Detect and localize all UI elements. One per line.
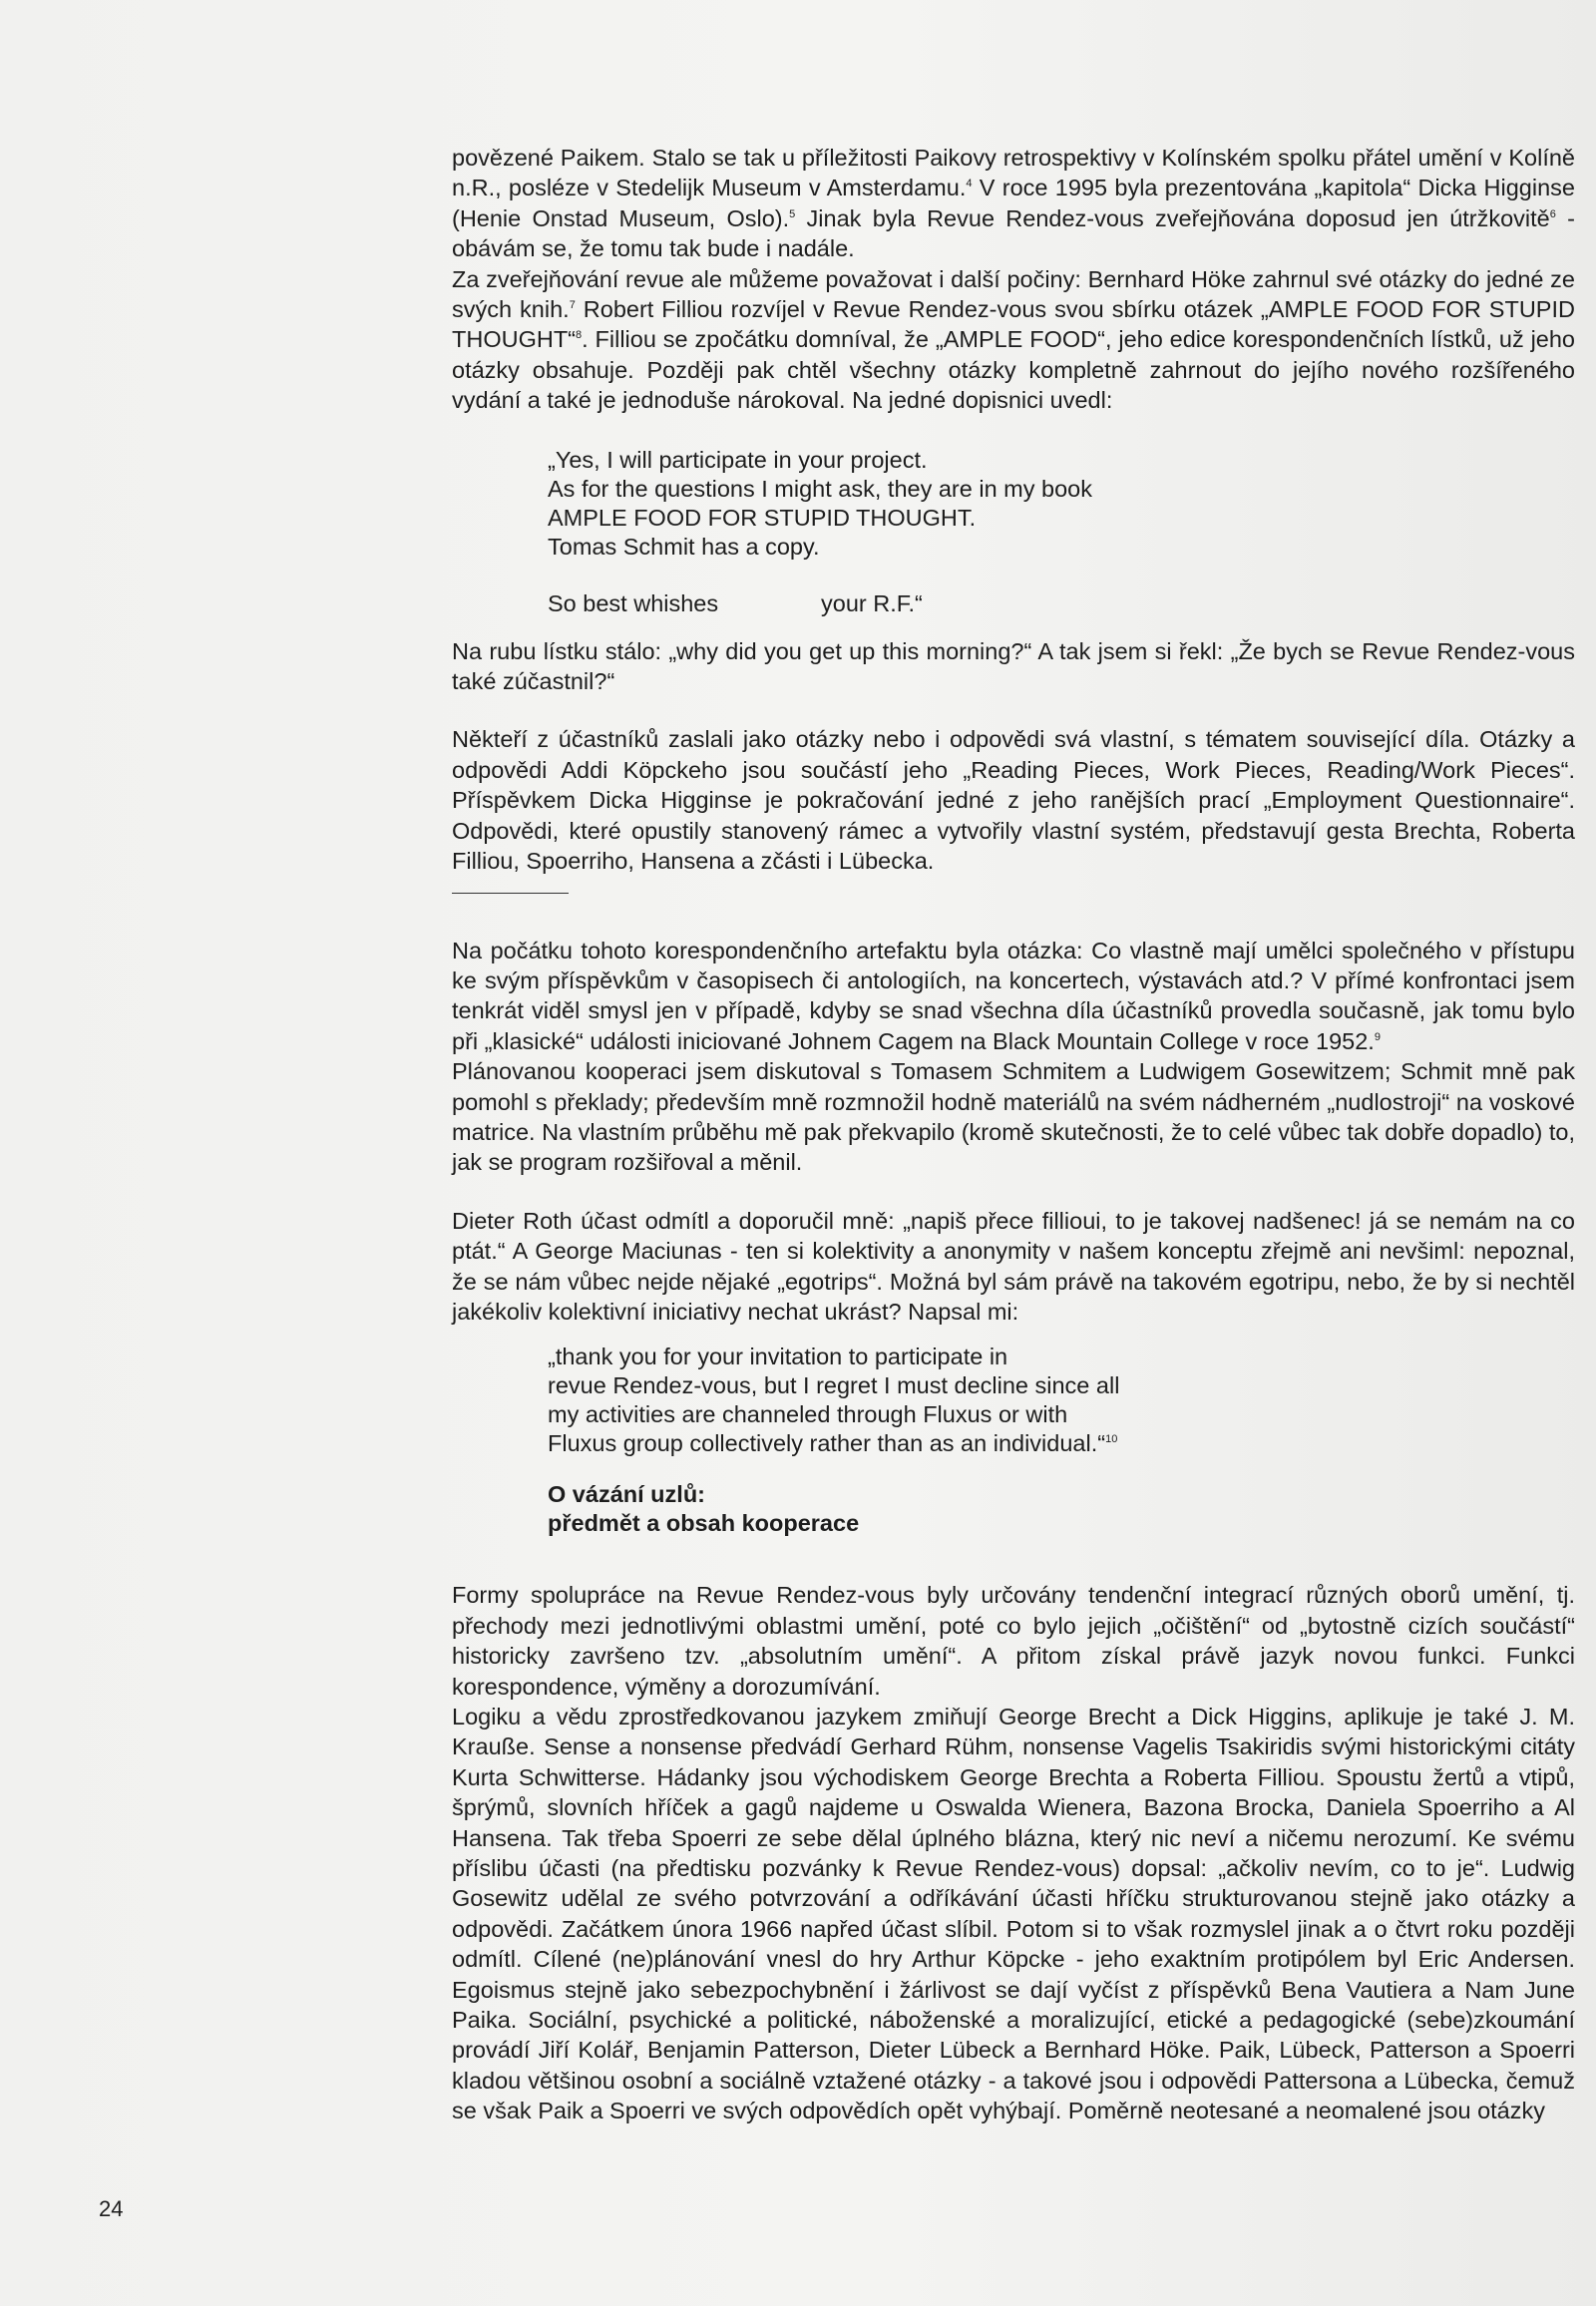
footnote-ref: 10 (1105, 1433, 1118, 1446)
quote-line: my activities are channeled through Fluxus or with (548, 1401, 1068, 1428)
footnote-ref: 7 (569, 299, 576, 312)
paragraph: Za zveřejňování revue ale můžeme považovat i další počiny: Bernhard Höke zahrnul své otázky do jedné ze svých knih.$^7$ Robert Filliou rozvíjel v Revue Rendez-vous svou sbírku otázek „AMPLE FOOD FOR STUPID THOUGHT“$^8$. Filliou se zpočátku domníval, že „AMPLE FOOD“, jeho edice korespondenčních lístků, už jeho otázky obsahuje. Později pak chtěl všechny otázky kompletně zahrnout do jejího nového rozšířeného vydání a také je jednoduše nárokoval. Na jedné dopisnici uvedl: (452, 265, 1575, 414)
paragraph: Formy spolupráce na Revue Rendez-vous byly určovány tendenční integrací různých oborů umění, tj. přechody mezi jednotlivými oblastmi umění, poté co bylo jejich „očištění“ od „bytostně cizích součástí“ historicky završeno tzv. „absolutním umění“. A přitom získal právě jazyk novou funkci. Funkci korespondence, výměny a dorozumívání. (452, 1582, 1575, 1700)
quote-line: „thank you for your invitation to participate in (548, 1344, 1008, 1370)
text-column (452, 143, 1575, 2126)
section-divider (452, 893, 569, 894)
section-heading (548, 1480, 1575, 1538)
paragraph: Na rubu lístku stálo: „why did you get up this morning?“ A tak jsem si řekl: „Že bych se Revue Rendez-vous také zúčastnil?“ (452, 637, 1575, 695)
paragraph: Plánovanou kooperaci jsem diskutoval s Tomasem Schmitem a Ludwigem Gosewitzem; Schmit mně pak pomohl s překlady; především mně rozmnožil hodně materiálů na svém nádherném „nudlostroji“ na voskové matrice. Na vlastním průběhu mě pak překvapilo (kromě skutečnosti, že to celé vůbec tak dobře dopadlo) to, jak se program rozšiřoval a měnil. (452, 1058, 1575, 1176)
paragraph: Logiku a vědu zprostředkovanou jazykem zmiňují George Brecht a Dick Higgins, aplikuje je také J. M. Krauße. Sense a nonsense předvádí Gerhard Rühm, nonsense Vagelis Tsakiridis svými historickými citáty Kurta Schwitterse. Hádanky jsou východiskem George Brechta a Roberta Filliou. Spoustu žertů a vtipů, šprýmů, slovních hříček a gagů najdeme u Oswalda Wienera, Bazona Brocka, Daniela Spoerriho a Al Hansena. Tak třeba Spoerri ze sebe dělal úplného blázna, který nic neví a ničemu nerozumí. Ke svému příslibu účasti (na předtisku pozvánky k Revue Rendez-vous) dopsal: „ačkoliv nevím, co to je“. Ludwig Gosewitz udělal ze svého potvrzování a odříkávání účasti hříčku strukturovanou stejně jako otázky a odpovědi. Začátkem února 1966 napřed účast slíbil. Potom si to však rozmyslel jinak a o čtvrt roku později odmítl. Cílené (ne)plánování vnesl do hry Arthur Köpcke - jeho exaktním protipólem byl Eric Andersen. Egoismus stejně jako sebezpochybnění i žárlivost se dají vyčíst z příspěvků Bena Vautiera a Nam June Paika. Sociální, psychické a politické, náboženské a moralizující, etické a pedagogické (sebe)zkoumání provádí Jiří Kolář, Benjamin Patterson, Dieter Lübeck a Bernhard Höke. Paik, Lübeck, Patterson a Spoerri kladou většinou osobní a sociálně vztažené otázky - a takové jsou i odpovědi Pattersona a Lübecka, čemuž se však Paik a Spoerri ve svých odpovědích opět vyhýbají. Poměrně neotesané a neomalené jsou otázky (452, 1704, 1575, 2124)
page-number: 24 (99, 2196, 124, 2221)
quote-line: revue Rendez-vous, but I regret I must decline since all (548, 1372, 1120, 1399)
closing-left: So best whishes (548, 589, 719, 616)
closing-right: your R.F.“ (821, 589, 923, 616)
footnote-ref: 9 (1374, 1030, 1381, 1043)
footnote-ref: 8 (576, 329, 583, 342)
quote-line: As for the questions I might ask, they are in my book (548, 475, 1092, 502)
paragraph: Dieter Roth účast odmítl a doporučil mně: „napiš přece fillioui, to je takovej nadšenec! já se nemám na co ptát.“ A George Maciunas - ten si kolektivity a anonymity v našem konceptu zřejmě ani nevšiml: nepoznal, že se nám vůbec nejde nějaké „egotrips“. Možná byl sám právě na takovém egotripu, nebo, že by si nechtěl jakékoliv kolektivní iniciativy nechat ukrást? Napsal mi: (452, 1207, 1575, 1325)
quote-line: „Yes, I will participate in your project. (548, 446, 928, 473)
footnote-ref: 5 (789, 207, 796, 220)
paragraph: povězené Paikem. Stalo se tak u příležitosti Paikovy retrospektivy v Kolínském spolku přátel umění v Kolíně n.R., posléze v Stedelijk Museum v Amsterdamu.$^4$ V roce 1995 byla prezentována „kapitola“ Dicka Higginse (Henie Onstad Museum, Oslo).$^5$ Jinak byla Revue Rendez-vous zveřejňována doposud jen útržkovitě$^6$ - obávám se, že tomu tak bude i nadále. (452, 145, 1575, 262)
quote-closing (548, 589, 1575, 618)
quote-line: AMPLE FOOD FOR STUPID THOUGHT. (548, 504, 977, 531)
footnote-ref: 4 (966, 178, 973, 191)
quote-line: Tomas Schmit has a copy. (548, 533, 820, 560)
paragraph: Na počátku tohoto korespondenčního artefaktu byla otázka: Co vlastně mají umělci společného v přístupu ke svým příspěvkům v časopisech či antologiích, na koncertech, výstavách atd.? V přímé konfrontaci jsem tenkrát viděl smysl jen v případě, kdyby se snad všechna díla účastníků provedla současně, jak tomu bylo při „klasické“ události iniciované Johnem Cagem na Black Mountain College v roce 1952.$^9$ (452, 937, 1575, 1054)
heading-line: O vázání uzlů: (548, 1481, 705, 1508)
paragraph: Někteří z účastníků zaslali jako otázky nebo i odpovědi svá vlastní, s tématem související díla. Otázky a odpovědi Addi Köpckeho jsou součástí jeho „Reading Pieces, Work Pieces, Reading/Work Pieces“. Příspěvkem Dicka Higginse je pokračování jedné z jeho ranějších prací „Employment Questionnaire“. Odpovědi, které opustily stanovený rámec a vytvořily vlastní systém, představují gesta Brechta, Roberta Filliou, Spoerriho, Hansena a zčásti i Lübecka. (452, 726, 1575, 875)
maciunas-quote (548, 1343, 1575, 1458)
heading-line: předmět a obsah kooperace (548, 1510, 860, 1537)
quote-line: Fluxus group collectively rather than as an individual.“$^{10}$ (548, 1430, 1118, 1457)
footnote-ref: 6 (1549, 207, 1556, 220)
filliou-quote (548, 446, 1575, 618)
